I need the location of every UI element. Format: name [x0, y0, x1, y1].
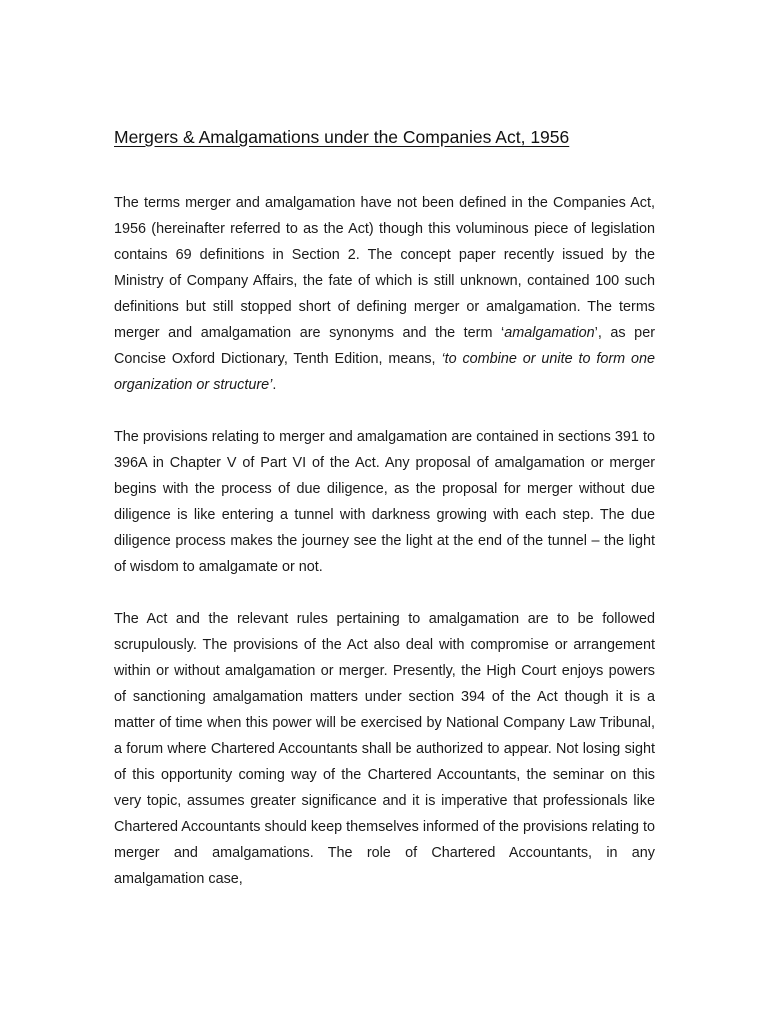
paragraph-act-rules: The Act and the relevant rules pertaining to amalgamation are to be followed scrupulously. The provisions of the Act also deal with compromise or arrangement within or without amalgamation or merger. Presently, the High Court enjoys powers of sanctioning amalgamation matters under section 394 of the Act though it is a matter of time when this power will be exercised by National Company Law Tribunal, a forum where Chartered Accountants shall be authorized to appear. Not losing sight of this opportunity coming way of the Chartered Accountants, the seminar on this very topic, assumes greater significance and it is imperative that professionals like Chartered Accountants should keep themselves informed of the provisions relating to merger and amalgamations. The role of Chartered Accountants, in any amalgamation case, — [114, 611, 655, 887]
italic-term: amalgamation — [504, 325, 595, 341]
italic-quote: ‘to combine or unite to form one organization or structure’ — [114, 351, 655, 393]
paragraph-provisions: The provisions relating to merger and amalgamation are contained in sections 391 to 396A in Chapter V of Part VI of the Act. Any proposal of amalgamation or merger begins with the process of due diligence, as the proposal for merger without due diligence is like entering a tunnel with darkness growing with each step. The due diligence process makes the journey see the light at the end of the tunnel – the light of wisdom to amalgamate or not. — [114, 429, 655, 575]
paragraph-text: . — [272, 377, 277, 393]
document-page — [114, 124, 655, 918]
paragraph-text: The terms merger and amalgamation have not been defined in the Companies Act, 1956 (hereinafter referred to as the Act) though this voluminous piece of legislation contains 69 definitions in Section 2. The concept paper recently issued by the Ministry of Company Affairs, the fate of which is still unknown, contained 100 such definitions but still stopped short of defining merger or amalgamation. The terms merger and amalgamation are synonyms and the term ‘ — [114, 195, 655, 341]
paragraph-text: ’, as per Concise Oxford Dictionary, Tenth Edition, means, — [114, 325, 655, 367]
document-title: Mergers & Amalgamations under the Companies Act, 1956 — [114, 127, 570, 147]
paragraph-definitions — [114, 190, 655, 398]
